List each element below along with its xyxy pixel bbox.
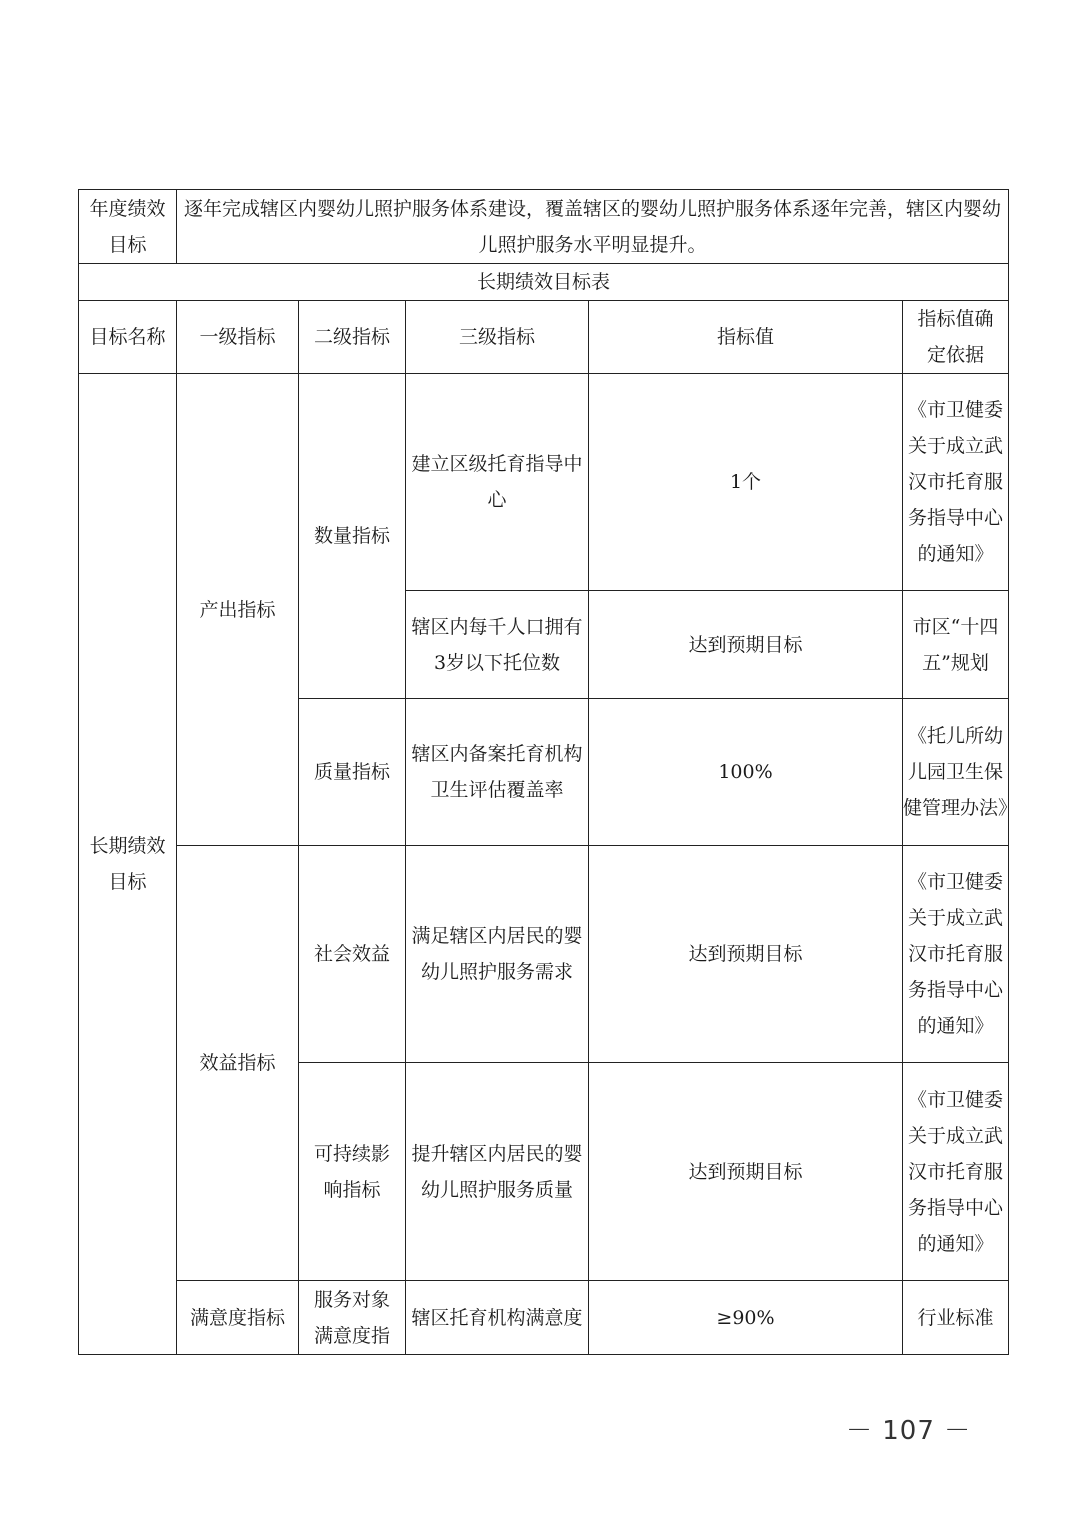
table-title: 长期绩效目标表 [79,264,1009,301]
long-term-performance-table [78,189,1018,1355]
header-goal-name: 目标名称 [79,301,177,374]
indicator-cell: 建立区级托育指导中心 [406,374,589,591]
value-cell: 1个 [589,374,903,591]
basis-cell: 《托儿所幼儿园卫生保健管理办法》 [903,699,1009,846]
indicator-cell: 辖区内备案托育机构卫生评估覆盖率 [406,699,589,846]
level2-quantity: 数量指标 [299,374,406,699]
header-level1: 一级指标 [177,301,299,374]
value-cell: 达到预期目标 [589,846,903,1063]
level2-service: 服务对象满意度指 [299,1281,406,1355]
table-row [79,374,1009,591]
value-cell: 100% [589,699,903,846]
header-row [79,301,1009,374]
header-level3: 三级指标 [406,301,589,374]
level2-quality: 质量指标 [299,699,406,846]
header-level2: 二级指标 [299,301,406,374]
goal-name-cell: 长期绩效目标 [79,374,177,1355]
header-basis: 指标值确定依据 [903,301,1009,374]
basis-cell: 《市卫健委关于成立武汉市托育服务指导中心的通知》 [903,1063,1009,1281]
basis-cell: 《市卫健委关于成立武汉市托育服务指导中心的通知》 [903,846,1009,1063]
indicator-cell: 辖区托育机构满意度 [406,1281,589,1355]
annual-goal-text: 逐年完成辖区内婴幼儿照护服务体系建设，覆盖辖区的婴幼儿照护服务体系逐年完善，辖区内婴幼儿照护服务水平明显提升。 [177,190,1009,264]
level1-output: 产出指标 [177,374,299,846]
page-number: － 107 － [846,1416,972,1446]
level2-social: 社会效益 [299,846,406,1063]
value-cell: ≥90% [589,1281,903,1355]
value-cell: 达到预期目标 [589,1063,903,1281]
level1-satisfaction: 满意度指标 [177,1281,299,1355]
table-row [79,846,1009,1063]
level1-benefit: 效益指标 [177,846,299,1281]
header-value: 指标值 [589,301,903,374]
level2-sustain: 可持续影响指标 [299,1063,406,1281]
basis-cell: 《市卫健委关于成立武汉市托育服务指导中心的通知》 [903,374,1009,591]
annual-goal-label: 年度绩效目标 [79,190,177,264]
indicator-cell: 辖区内每千人口拥有3岁以下托位数 [406,591,589,699]
basis-cell: 市区“十四五”规划 [903,591,1009,699]
basis-cell: 行业标准 [903,1281,1009,1355]
value-cell: 达到预期目标 [589,591,903,699]
indicator-cell: 提升辖区内居民的婴幼儿照护服务质量 [406,1063,589,1281]
indicator-cell: 满足辖区内居民的婴幼儿照护服务需求 [406,846,589,1063]
table-row [79,1281,1009,1355]
